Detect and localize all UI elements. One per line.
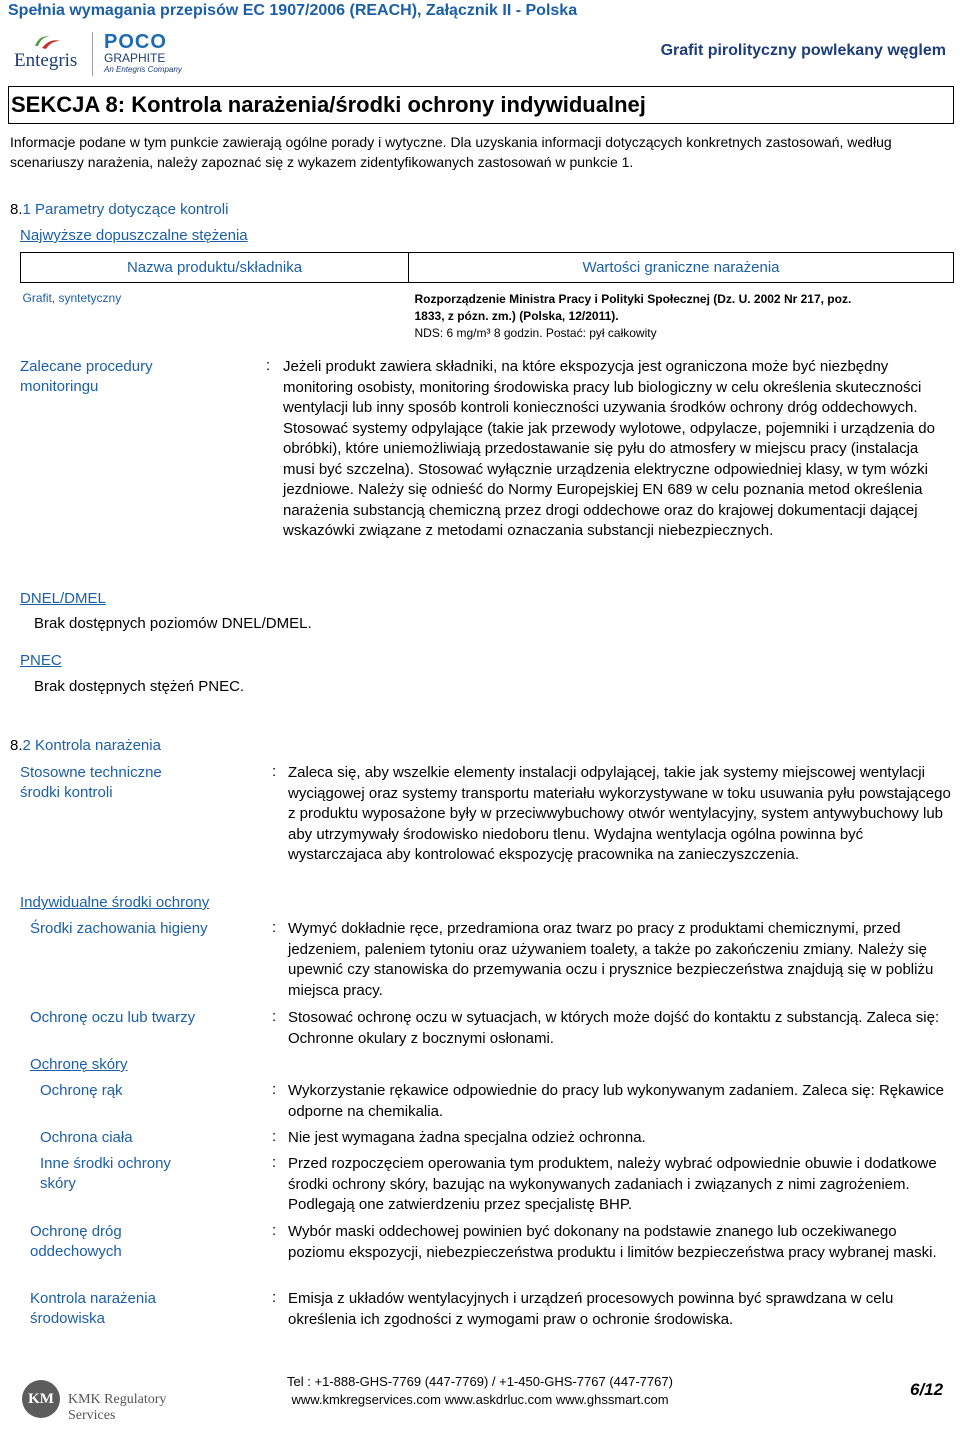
table-row <box>21 283 954 343</box>
respiratory-protection-label <box>30 1222 122 1262</box>
column-header-component: Nazwa produktu/składnika <box>21 253 409 283</box>
subsection-title: 1 Parametry dotyczące kontroli <box>22 201 229 218</box>
exposure-limits-table <box>20 252 954 342</box>
hygiene-text: Wymyć dokładnie ręce, przedramiona oraz twarz po pracy z produktami chemicznymi, przed jedzeniem, paleniem tytoniu oraz używaniem toalety, a także po zakończeniu zmiany. Należy się upewnić czy stanowiska do przemywania oczu i prysznice bezpieczeństwa znajdują się w pobliżu miejsca pracy. <box>288 920 934 999</box>
monitoring-label-line: Zalecane procedury <box>20 358 153 375</box>
label-line: Inne środki ochrony <box>40 1155 171 1172</box>
monitoring-label-line: monitoringu <box>20 378 99 395</box>
kmk-emblem-icon: KM <box>22 1380 60 1418</box>
engineering-controls-text: Zaleca się, aby wszelkie elementy instalacji odpylającej, takie jak systemy miejscowej wentylacji wyciągowej oraz systemy transportu materiału wykorzystywane w toku usuwania pyłu powstającego z produktu wyposażone były w przeciwwybuchowy otwór wentylacyjny, system antywybuchowy lub aby utrzymywały środowisko niedoboru tlenu. Wydajna wentylacja ogólna powinna być wystarczajaca aby kontrolować ekspozycję pracownika na zanieczyszczenia. <box>288 764 951 863</box>
hand-protection-text: Wykorzystanie rękawice odpowiednie do pracy lub wykonywanym zadaniem. Zaleca się: Rękawice odporne na chemikalia. <box>288 1082 944 1120</box>
subsection-number: 8. <box>10 737 23 754</box>
limit-line: Rozporządzenie Ministra Pracy i Polityki Społecznej (Dz. U. 2002 Nr 217, poz. <box>414 292 852 306</box>
eye-protection-label: Ochronę oczu lub twarzy <box>30 1009 196 1026</box>
kmk-wordmark: KMK Regulatory Services <box>68 1392 167 1423</box>
other-skin-protection-text: Przed rozpoczęciem operowania tym produktem, należy wybrać odpowiednie obuwie i dodatkowe środki ochrony skóry, bazując na wykonywanych zadaniach i związanych z nimi zagrożeniem. Podlegają one zatwierdzeniu przez specjalistę BHP. <box>288 1155 937 1213</box>
colon-separator: : <box>272 1008 277 1025</box>
other-skin-protection-label <box>40 1154 171 1194</box>
colon-separator: : <box>272 1128 277 1145</box>
limit-line: NDS: 6 mg/m³ 8 godzin. Postać: pył całkowity <box>414 326 657 340</box>
regulation-header: Spełnia wymagania przepisów EC 1907/2006 (REACH), Załącznik II - Polska <box>8 2 578 19</box>
hygiene-label: Środki zachowania higieny <box>30 920 208 937</box>
colon-separator: : <box>272 919 277 936</box>
colon-separator: : <box>272 1222 277 1239</box>
dnel-text: Brak dostępnych poziomów DNEL/DMEL. <box>34 615 312 632</box>
limit-values <box>409 283 954 343</box>
section-title-box <box>8 86 954 124</box>
colon-separator: : <box>272 1154 277 1171</box>
colon-separator: : <box>266 357 271 374</box>
footer-websites: www.kmkregservices.com www.askdrluc.com www.ghssmart.com <box>291 1392 669 1407</box>
colon-separator: : <box>272 1289 277 1306</box>
skin-protection-heading: Ochronę skóry <box>30 1056 128 1073</box>
entegris-wordmark: Entegris <box>14 50 78 71</box>
product-name: Grafit pirolityczny powlekany węglem <box>660 42 946 59</box>
subsection-number: 8. <box>10 201 23 218</box>
respiratory-protection-text: Wybór maski oddechowej powinien być dokonany na podstawie znanego lub oczekiwanego poziomu ekspozycji, niebezpieczeństwa produktu i limitów bezpieczeństwa pracy wybranej maski. <box>288 1223 937 1261</box>
table-header-row <box>21 253 954 283</box>
logo-divider <box>92 32 93 76</box>
company-logos <box>8 30 208 78</box>
eye-protection-text: Stosować ochronę oczu w sytuacjach, w których może dojść do kontaktu z substancją. Zaleca się: Ochronne okulary z bocznymi osłonami. <box>288 1009 940 1047</box>
hand-protection-label: Ochronę rąk <box>40 1082 123 1099</box>
entegris-swoosh-icon <box>32 32 62 52</box>
column-header-limits: Wartości graniczne narażenia <box>409 253 954 283</box>
subsection-8-1-heading <box>10 201 228 219</box>
limit-line: 1833, z pózn. zm.) (Polska, 12/2011). <box>414 309 619 323</box>
footer-phone: Tel : +1-888-GHS-7769 (447-7769) / +1-450-GHS-7767 (447-7767) <box>287 1374 673 1389</box>
poco-wordmark: POCO <box>104 31 167 53</box>
subsection-title: 2 Kontrola narażenia <box>22 737 161 754</box>
poco-tagline: An Entegris Company <box>104 65 182 74</box>
poco-graphite-logo <box>104 32 204 74</box>
section-intro: Informacje podane w tym punkcie zawierają ogólne porady i wytyczne. Dla uzyskania informacji dotyczących konkretnych zastosowań, według scenariuszy narażenia, należy zapoznać się z wykazem zidentyfikowanych zastosowań w punkcie 1. <box>10 134 892 170</box>
colon-separator: : <box>272 1081 277 1098</box>
graphite-wordmark: GRAPHITE <box>104 51 166 65</box>
label-line: Stosowne techniczne <box>20 764 162 781</box>
label-line: środowiska <box>30 1310 106 1327</box>
monitoring-text: Jeżeli produkt zawiera składniki, na które ekspozycja jest ograniczona może być niezbędny monitoring osobisty, monitoring środowiska pracy lub biologiczny w celu określenia skuteczności wentylacji lub inny sposób kontroli konieczności uzywania środków ochrony dróg oddechowych. Stosować systemy odpylające (takie jak przewody wylotowe, odpylacze, pojemniki i urządzenia do obróbki), które uniemożliwiają przedostawanie się pyłu do atmosfery w miejscu pracy (instalacja musi być szczelna). Stosować wyłącznie urządzenia elektryczne odpowiedniej klasy, w tym wózki jezdniowe. Należy się odnieść do Normy Europejskiej EN 689 w celu poznania metod określenia narażenia substancją chemiczną przez drogi oddechowe oraz do krajowej dokumentacji dającej wskazówki związane z metodami oznaczania substancji niebezpiecznych. <box>283 358 935 539</box>
pnec-heading: PNEC <box>20 652 62 669</box>
entegris-logo <box>12 30 84 76</box>
dnel-heading: DNEL/DMEL <box>20 590 106 607</box>
label-line: Kontrola narażenia <box>30 1290 156 1307</box>
label-line: środki kontroli <box>20 784 113 801</box>
max-concentrations-heading: Najwyższe dopuszczalne stężenia <box>20 227 248 244</box>
page-number: 6/12 <box>910 1380 944 1399</box>
substance-name: Grafit, syntetyczny <box>22 291 122 305</box>
environmental-controls-label <box>30 1289 156 1329</box>
body-protection-text: Nie jest wymagana żadna specjalna odzież ochronna. <box>288 1129 646 1146</box>
label-line: oddechowych <box>30 1243 122 1260</box>
environmental-controls-text: Emisja z układów wentylacyjnych i urządzeń procesowych powinna być sprawdzana w celu określenia ich zgodności z wymogami praw o ochronie środowiska. <box>288 1290 894 1328</box>
ppe-heading: Indywidualne środki ochrony <box>20 894 210 911</box>
monitoring-label <box>20 357 153 397</box>
colon-separator: : <box>272 763 277 780</box>
subsection-8-2-heading <box>10 737 161 755</box>
body-protection-label: Ochrona ciała <box>40 1129 133 1146</box>
engineering-controls-label <box>20 763 162 803</box>
section-title: SEKCJA 8: Kontrola narażenia/środki ochrony indywidualnej <box>11 92 646 117</box>
label-line: skóry <box>40 1175 76 1192</box>
pnec-text: Brak dostępnych stężeń PNEC. <box>34 678 245 695</box>
label-line: Ochronę dróg <box>30 1223 122 1240</box>
